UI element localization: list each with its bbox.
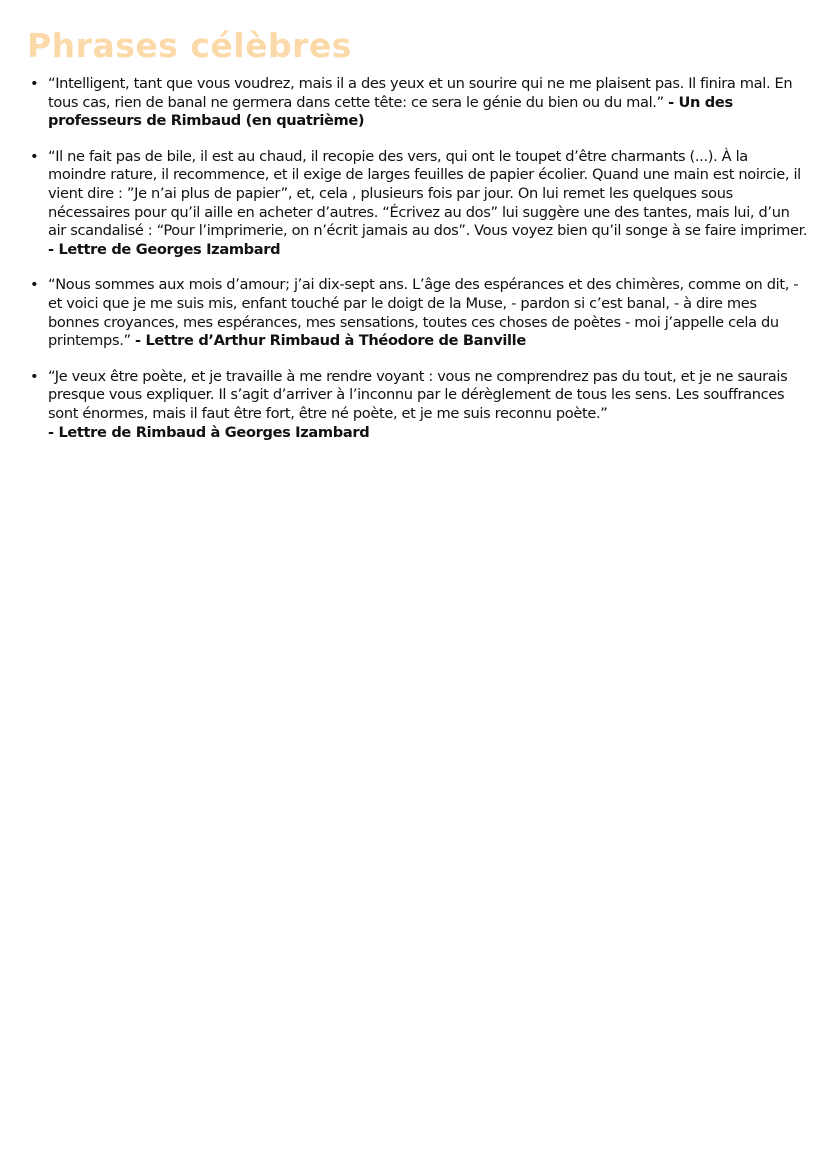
quote-item <box>30 367 810 442</box>
bullet-icon: • <box>30 147 39 165</box>
page-title: Phrases célèbres <box>27 26 352 65</box>
quote-item <box>30 147 810 260</box>
bullet-icon: • <box>30 367 39 385</box>
quote-text: “Nous sommes aux mois d’amour; j’ai dix-sept ans. L’âge des espérances et des chimères, comme on dit, - et voici que je me suis mis, enfant touché par le doigt de la Muse, - pardon si c’est banal, - à dire mes bonnes croyances, mes espérances, mes sensations, toutes ces choses de poètes - moi j’appelle cela du printemps.” <box>48 276 799 350</box>
quote-source: - Lettre d’Arthur Rimbaud à Théodore de Banville <box>135 332 526 350</box>
quote-text: “Intelligent, tant que vous voudrez, mais il a des yeux et un sourire qui ne me plaisent pas. Il finira mal. En tous cas, rien de banal ne germera dans cette tête: ce sera le génie du bien ou du mal.” <box>48 75 793 111</box>
quote-source: - Un des professeurs de Rimbaud (en quatrième) <box>48 93 733 130</box>
quotes-list <box>0 75 810 459</box>
quote-item <box>30 276 810 350</box>
quote-text: “Je veux être poète, et je travaille à me rendre voyant : vous ne comprendrez pas du tout, et je ne saurais presque vous expliquer. Il s’agit d’arriver à l’inconnu par le dérèglement de tous les sens. Les souffrances sont énormes, mais il faut être fort, être né poète, et je me suis reconnu poète.” <box>48 367 788 422</box>
bullet-icon: • <box>30 276 39 294</box>
quote-item <box>30 75 810 131</box>
quote-source: - Lettre de Rimbaud à Georges Izambard <box>48 423 370 441</box>
bullet-icon: • <box>30 75 39 92</box>
quote-text: “Il ne fait pas de bile, il est au chaud, il recopie des vers, qui ont le toupet d’être charmants (...). À la moindre rature, il recommence, et il exige de larges feuilles de papier écolier. Quand une main est noircie, il vient dire : ”Je n’ai plus de papier”, et, cela , plusieurs fois par jour. On lui remet les quelques sous nécessaires pour qu’il aille en acheter d’autres. “Écrivez au dos” lui suggère une des tantes, mais lui, d’un air scandalisé : “Pour l’imprimerie, on n’écrit jamais au dos”. Vous voyez bien qu’il songe à se faire imprimer. <box>48 147 808 240</box>
quote-source: - Lettre de Georges Izambard <box>48 240 281 258</box>
